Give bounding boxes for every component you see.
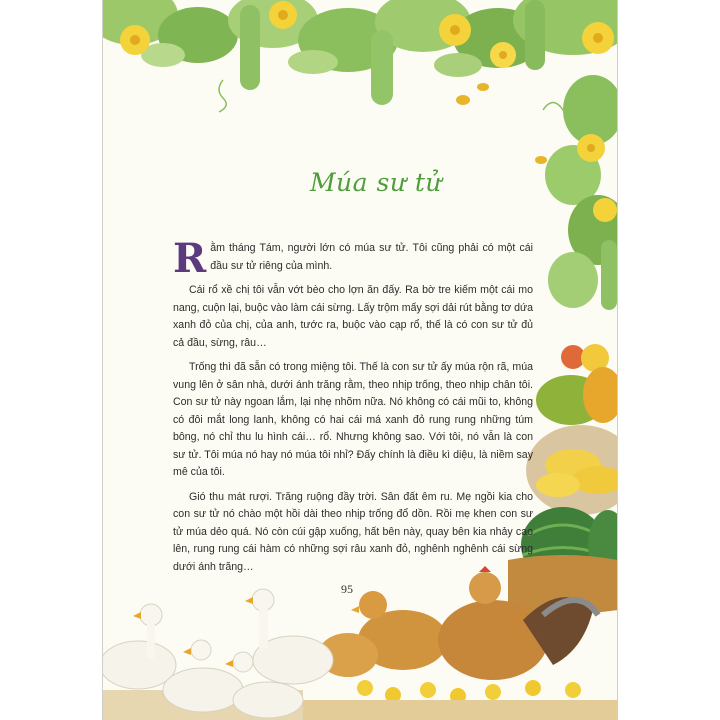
paragraph-1 xyxy=(173,235,533,282)
paragraph-3: Trống thì đã sẵn có trong miệng tôi. Thế là con sư tử ấy múa rộn rã, múa vung lên ở sân nhà, dưới ánh trăng rằm, theo nhịp trống, theo nhịp chân tôi. Con sư tử này ngoan lắm, lại nhẹ nhõm nữa. Nó không có cái mũi to, không có đôi mắt long lanh, không có hai cái má xanh đỏ rung rung những túm bông, nó chỉ thu lu hình cái… rổ. Nhưng không sao. Với tôi, nó vẫn là con sư tử. Tôi múa nó hay nó múa tôi nhỉ? Đấy chính là điều kì diệu, là niềm say mê của tôi. xyxy=(173,361,533,478)
paragraph-2: Cái rổ xề chị tôi vẫn vớt bèo cho lợn ăn đấy. Ra bờ tre kiếm một cái mo nang, cuộn lại, buộc vào làm cái sừng. Lấy trộm mấy sợi dải rút bằng tơ dứa xanh đỏ của chị, của anh, tước ra, buộc vào cạp rổ, thế là có con sư tử đủ cả đầu, sừng, râu… xyxy=(173,284,533,349)
squash-vine-top-illustration xyxy=(103,0,617,164)
book-page xyxy=(103,0,617,720)
paragraph-1-text: ằm tháng Tám, người lớn có múa sư tử. Tôi cũng phải có một cái đầu sư tử riêng của mình. xyxy=(210,242,533,272)
story-text xyxy=(173,235,533,583)
page-number: 95 xyxy=(341,582,353,596)
paragraph-4: Gió thu mát rượi. Trăng ruộng đầy trời. Sân đất êm ru. Mẹ ngồi kia cho con sư tử nó chào một hồi dài theo nhịp trống đổ dồn. Rồi mẹ khen con sư tử múa dẻo quá. Nó còn cúi gập xuống, hất bên này, quay bên kia nhảy cao lên, rung rung cái hàm có những sợi râu xanh đỏ, nghênh nghênh cái sừng dưới ánh trăng… xyxy=(173,490,533,573)
page-right-border xyxy=(617,0,618,720)
drop-cap-letter: R xyxy=(173,235,207,282)
ducks-illustration xyxy=(103,589,333,720)
chapter-title: Múa sư tử xyxy=(309,168,443,197)
squash-vine-right-illustration xyxy=(545,75,617,310)
